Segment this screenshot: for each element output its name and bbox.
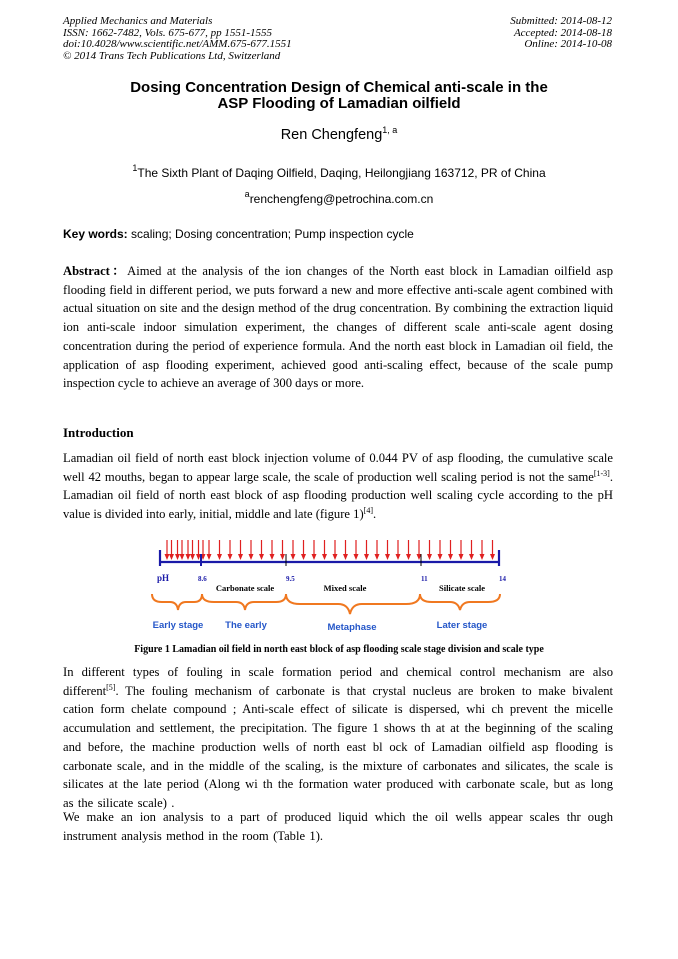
down-arrow-head: [364, 554, 369, 560]
down-arrow-head: [396, 554, 401, 560]
stage-label-later: Later stage: [436, 620, 488, 631]
citation-ref-2: [4]: [363, 506, 373, 516]
affiliation-text: The Sixth Plant of Daqing Oilfield, Daqing, Heilongjiang 163712, PR of China: [137, 166, 546, 180]
down-arrow-head: [375, 554, 380, 560]
doi-line: doi:10.4028/www.scientific.net/AMM.675-677.1551: [63, 38, 292, 50]
intro-p2-text-b: . The fouling mechanism of carbonate is that crystal nucleus are broken to make bivalent cation form chelate compound ; Anti-scale effect of silicate is dispersed, whi ch prevent the micelle accumulation and settlement, the precipitation. The figure 1 shows th at at the beginning of the scaling and before, the machine production wells of north east bl ock of Lamadian oilfield asp flooding is carbonate scale, and in the middle of the scaling, is the mixture of carbonates and silicates, the scale is silicates at the late period (Along wi th the formation water produced with carbonate scale, but as long as the silicate scale) .: [63, 683, 613, 810]
stage-label-early: Early stage: [152, 620, 204, 631]
affiliation-sup: 1: [132, 163, 138, 173]
title-line-1: Dosing Concentration Design of Chemical anti-scale in the: [130, 79, 548, 96]
zone-label-silicate: Silicate scale: [438, 583, 486, 593]
journal-header: [63, 16, 292, 62]
tick-label-11: 11: [421, 575, 428, 583]
down-arrow-head: [490, 554, 495, 560]
brace-later-stage: [420, 594, 500, 610]
down-arrow-head: [406, 554, 411, 560]
down-arrow-head: [291, 554, 296, 560]
down-arrow-head: [469, 554, 474, 560]
tick-label-8-6: 8.6: [198, 575, 207, 583]
tick-label-14: 14: [499, 575, 506, 583]
intro-p1-text-b: . Lamadian oil field of north east block of asp flooding production well scaling cycle according to the pH value is divided into early, initial, middle and late (figure 1): [63, 469, 613, 522]
accepted-date: Accepted: 2014-08-18: [513, 26, 612, 39]
figure-1: [140, 540, 520, 645]
brace-early-stage: [152, 594, 202, 610]
author-line: [0, 125, 678, 143]
down-arrow-head: [175, 554, 180, 560]
down-arrow-head: [427, 554, 432, 560]
intro-paragraph-3: We make an ion analysis to a part of produced liquid which the oil wells appear scales thr ough instrument analysis method in the room (Table 1).: [63, 810, 613, 843]
down-arrow-head: [228, 554, 233, 560]
email-line: [0, 189, 678, 206]
down-arrow-head: [238, 554, 243, 560]
author-name: Ren Chengfeng: [280, 127, 383, 143]
citation-ref-3: [5]: [106, 682, 116, 692]
down-arrow-head: [190, 554, 195, 560]
brace-the-early: [202, 594, 286, 610]
keywords: [63, 227, 613, 241]
down-arrow-head: [186, 554, 191, 560]
keywords-label: Key words:: [63, 227, 128, 241]
down-arrow-head: [333, 554, 338, 560]
online-date: Online: 2014-10-08: [524, 38, 612, 50]
abstract-text: Aimed at the analysis of the ion changes of the North east block in Lamadian oilfield asp flooding field in different period, we puts forward a new and more effective anti-scale agent combined with actual situation on site and the design method of the drug concentration. By combining the extraction liquid ion anti-scale indoor simulation experiment, the changes of different scale anti-scale agent dosing concentration during the period of experience formula. And the north east block in Lamadian oil field, the application of asp flooding experiment, achieved good anti-scaling effect, because of the scale pump inspection cycle to achieve an average of 300 days or more.: [63, 264, 613, 391]
paper-title: [0, 80, 678, 112]
submitted-date: Submitted: 2014-08-12: [510, 15, 612, 27]
down-arrow-head: [249, 554, 254, 560]
down-arrow-head: [165, 554, 170, 560]
arrow-group: [165, 540, 496, 560]
intro-paragraph-2: [63, 663, 613, 813]
figure-caption: Figure 1 Lamadian oil field in north east block of asp flooding scale stage division and scale type: [134, 644, 544, 655]
down-arrow-head: [169, 554, 174, 560]
email-sup: a: [244, 189, 250, 199]
down-arrow-head: [354, 554, 359, 560]
journal-name: Applied Mechanics and Materials: [63, 15, 213, 27]
title-line-2: ASP Flooding of Lamadian oilfield: [217, 95, 461, 112]
stage-label-metaphase: Metaphase: [327, 622, 377, 633]
zone-label-carbonate: Carbonate scale: [215, 583, 275, 593]
down-arrow-head: [459, 554, 464, 560]
down-arrow-head: [480, 554, 485, 560]
down-arrow-head: [343, 554, 348, 560]
down-arrow-head: [259, 554, 264, 560]
down-arrow-head: [385, 554, 390, 560]
ph-label: pH: [157, 573, 170, 583]
brace-metaphase: [286, 594, 420, 614]
keywords-text: scaling; Dosing concentration; Pump inspection cycle: [127, 227, 414, 241]
dates-header: [510, 16, 612, 51]
down-arrow-head: [270, 554, 275, 560]
intro-paragraph-1: [63, 449, 613, 524]
abstract: [63, 262, 613, 393]
down-arrow-head: [180, 554, 185, 560]
section-heading-introduction: Introduction: [63, 425, 134, 440]
down-arrow-head: [322, 554, 327, 560]
citation-ref-1: [1-3]: [593, 468, 610, 478]
intro-p1-text-a: Lamadian oil field of north east block injection volume of 0.044 PV of asp flooding, the cumulative scale well 42 mouths, began to appear large scale, the scale of production well scaling period is not the same: [63, 451, 613, 484]
copyright-line: © 2014 Trans Tech Publications Ltd, Switzerland: [63, 49, 281, 62]
tick-label-9-5: 9.5: [286, 575, 295, 583]
zone-label-mixed: Mixed scale: [323, 583, 367, 593]
affiliation: [0, 163, 678, 180]
scale-stage-diagram: [140, 540, 520, 640]
abstract-label: Abstract：: [63, 264, 128, 278]
intro-p1-text-c: .: [372, 507, 377, 522]
down-arrow-head: [207, 554, 212, 560]
down-arrow-head: [301, 554, 306, 560]
down-arrow-head: [438, 554, 443, 560]
intro-p2-text-a: In different types of fouling in scale formation period and chemical control mechanism are also different: [63, 665, 613, 698]
down-arrow-head: [280, 554, 285, 560]
down-arrow-head: [448, 554, 453, 560]
issn-line: ISSN: 1662-7482, Vols. 675-677, pp 1551-1555: [63, 26, 272, 39]
down-arrow-head: [312, 554, 317, 560]
stage-label-the-early: The early: [225, 620, 267, 631]
down-arrow-head: [217, 554, 222, 560]
author-sup: 1, a: [382, 125, 398, 135]
email-address: renchengfeng@petrochina.com.cn: [249, 192, 434, 206]
